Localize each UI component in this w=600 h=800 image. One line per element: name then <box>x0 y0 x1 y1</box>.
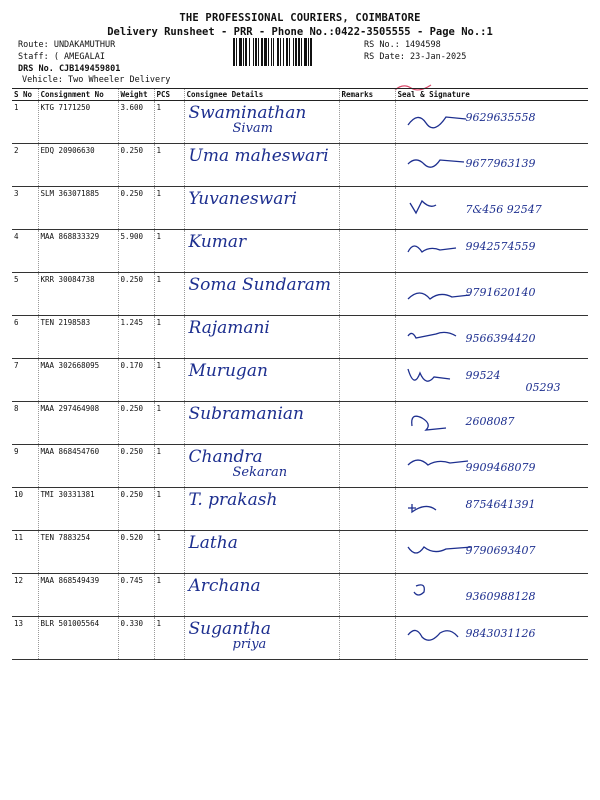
pieces-count: 1 <box>154 402 184 445</box>
barcode-bar <box>245 38 247 66</box>
consignee-name: Murugan <box>188 361 268 381</box>
weight-value: 3.600 <box>118 101 154 144</box>
barcode-bar <box>304 38 307 66</box>
consignee-name: Subramanian <box>188 404 304 424</box>
consignment-number: MAA 868833329 <box>38 230 118 273</box>
consignee-details <box>184 316 339 359</box>
column-header: Consignee Details <box>184 89 339 101</box>
serial-number: 1 <box>12 101 38 144</box>
consignee-name: Sugantha <box>188 619 271 639</box>
serial-number: 11 <box>12 531 38 574</box>
consignee-details <box>184 488 339 531</box>
seal-signature-cell <box>395 101 588 144</box>
pieces-count: 1 <box>154 359 184 402</box>
consignee-name-line2: Sivam <box>232 121 273 136</box>
weight-value: 0.250 <box>118 445 154 488</box>
seal-signature-cell <box>395 402 588 445</box>
weight-value: 0.170 <box>118 359 154 402</box>
phone-number: 99524 <box>465 369 501 382</box>
runsheet-subtitle: Delivery Runsheet - PRR - Phone No.:0422-3505555 - Page No.:1 <box>107 26 493 38</box>
table-row <box>12 144 588 187</box>
remarks-cell <box>339 101 395 144</box>
pieces-count: 1 <box>154 445 184 488</box>
pieces-count: 1 <box>154 316 184 359</box>
barcode-bar <box>249 38 250 66</box>
barcode-bar <box>233 38 235 66</box>
table-row <box>12 488 588 531</box>
remarks-cell <box>339 574 395 617</box>
remarks-cell <box>339 531 395 574</box>
barcode-bar <box>310 38 312 66</box>
consignee-details <box>184 144 339 187</box>
weight-value: 1.245 <box>118 316 154 359</box>
weight-value: 0.745 <box>118 574 154 617</box>
delivery-table <box>12 88 588 660</box>
vehicle-label: Vehicle: Two Wheeler Delivery <box>22 75 171 85</box>
table-row <box>12 187 588 230</box>
barcode-bar <box>258 38 259 66</box>
consignment-number: KRR 30084738 <box>38 273 118 316</box>
weight-value: 5.900 <box>118 230 154 273</box>
remarks-cell <box>339 144 395 187</box>
phone-number: 9566394420 <box>465 332 536 345</box>
phone-number: 9909468079 <box>465 461 536 474</box>
consignee-details <box>184 574 339 617</box>
barcode-bar <box>243 38 244 66</box>
serial-number: 12 <box>12 574 38 617</box>
consignment-number: BLR 501005564 <box>38 617 118 660</box>
barcode-bar <box>308 38 309 66</box>
consignee-details <box>184 531 339 574</box>
consignee-details <box>184 273 339 316</box>
serial-number: 9 <box>12 445 38 488</box>
seal-signature-cell <box>395 359 588 402</box>
serial-number: 3 <box>12 187 38 230</box>
phone-number: 9790693407 <box>465 544 536 557</box>
remarks-cell <box>339 359 395 402</box>
consignee-name: Latha <box>188 533 238 553</box>
serial-number: 4 <box>12 230 38 273</box>
table-row <box>12 617 588 660</box>
remarks-cell <box>339 230 395 273</box>
phone-number: 9942574559 <box>465 240 536 253</box>
barcode-bar <box>277 38 279 66</box>
weight-value: 0.250 <box>118 402 154 445</box>
weight-value: 0.330 <box>118 617 154 660</box>
weight-value: 0.250 <box>118 144 154 187</box>
serial-number: 13 <box>12 617 38 660</box>
seal-signature-cell <box>395 531 588 574</box>
seal-signature-cell <box>395 445 588 488</box>
consignment-number: MAA 868454760 <box>38 445 118 488</box>
pieces-count: 1 <box>154 531 184 574</box>
seal-signature-cell <box>395 574 588 617</box>
phone-number: 9629635558 <box>465 111 536 124</box>
consignee-name: Archana <box>188 576 261 596</box>
barcode-bar <box>253 38 254 66</box>
barcode-bar <box>239 38 242 66</box>
phone-number: 7&456 92547 <box>465 203 542 216</box>
seal-signature-cell <box>395 144 588 187</box>
barcode-bar <box>255 38 257 66</box>
remarks-cell <box>339 488 395 531</box>
barcode-bar <box>301 38 302 66</box>
consignee-name: Rajamani <box>188 318 270 338</box>
table-row <box>12 445 588 488</box>
consignee-details <box>184 445 339 488</box>
weight-value: 0.520 <box>118 531 154 574</box>
remarks-cell <box>339 273 395 316</box>
remarks-cell <box>339 316 395 359</box>
route-label: Route: UNDAKAMUTHUR <box>18 40 116 50</box>
consignee-name-line2: priya <box>232 637 267 652</box>
remarks-cell <box>339 402 395 445</box>
table-header-row <box>12 89 588 101</box>
barcode-icon <box>232 38 360 66</box>
barcode-bar <box>286 38 288 66</box>
table-row <box>12 101 588 144</box>
seal-signature-cell <box>395 617 588 660</box>
weight-value: 0.250 <box>118 488 154 531</box>
table-row <box>12 316 588 359</box>
remarks-cell <box>339 445 395 488</box>
pieces-count: 1 <box>154 488 184 531</box>
consignment-number: MAA 297464908 <box>38 402 118 445</box>
barcode-bar <box>268 38 269 66</box>
consignee-name: Kumar <box>188 232 247 252</box>
phone-number: 9677963139 <box>465 157 536 170</box>
pieces-count: 1 <box>154 101 184 144</box>
phone-number: 9791620140 <box>465 286 536 299</box>
consignee-name: Yuvaneswari <box>188 189 297 209</box>
consignment-number: KTG 7171250 <box>38 101 118 144</box>
table-row <box>12 574 588 617</box>
phone-number: 9843031126 <box>465 627 536 640</box>
consignee-name: Uma maheswari <box>188 146 329 166</box>
pieces-count: 1 <box>154 230 184 273</box>
seal-signature-cell <box>395 187 588 230</box>
seal-signature-cell <box>395 230 588 273</box>
pieces-count: 1 <box>154 144 184 187</box>
consignment-number: TEN 2198583 <box>38 316 118 359</box>
consignee-details <box>184 359 339 402</box>
pieces-count: 1 <box>154 273 184 316</box>
table-row <box>12 359 588 402</box>
column-header: Remarks <box>339 89 395 101</box>
column-header: Weight <box>118 89 154 101</box>
consignee-details <box>184 187 339 230</box>
consignee-name: Swaminathan <box>188 103 307 123</box>
phone-number: 9360988128 <box>465 590 536 603</box>
consignee-details <box>184 230 339 273</box>
consignment-number: MAA 302668095 <box>38 359 118 402</box>
staff-label: Staff: ( AMEGALAI <box>18 52 105 62</box>
table-row <box>12 230 588 273</box>
barcode-bar <box>298 38 300 66</box>
barcode-bar <box>280 38 281 66</box>
weight-value: 0.250 <box>118 187 154 230</box>
phone-number: 2608087 <box>465 415 515 428</box>
barcode-bar <box>295 38 297 66</box>
drs-number: DRS No. CJB149459801 <box>18 64 121 74</box>
pieces-count: 1 <box>154 187 184 230</box>
table-row <box>12 531 588 574</box>
barcode-bar <box>293 38 294 66</box>
remarks-cell <box>339 187 395 230</box>
consignment-number: MAA 868549439 <box>38 574 118 617</box>
consignment-number: EDQ 20906630 <box>38 144 118 187</box>
consignee-details <box>184 101 339 144</box>
consignee-name: Chandra <box>188 447 263 467</box>
consignee-name-line2: Sekaran <box>232 465 288 480</box>
table-body <box>12 101 588 660</box>
serial-number: 7 <box>12 359 38 402</box>
barcode-bar <box>273 38 274 66</box>
serial-number: 2 <box>12 144 38 187</box>
barcode-bar <box>261 38 263 66</box>
company-title: THE PROFESSIONAL COURIERS, COIMBATORE <box>179 12 421 24</box>
remarks-cell <box>339 617 395 660</box>
consignee-details <box>184 617 339 660</box>
barcode-bar <box>236 38 237 66</box>
barcode-bar <box>264 38 267 66</box>
rs-number: RS No.: 1494598 <box>364 40 441 50</box>
consignment-number: TEN 7883254 <box>38 531 118 574</box>
table-row <box>12 402 588 445</box>
serial-number: 6 <box>12 316 38 359</box>
pieces-count: 1 <box>154 574 184 617</box>
consignment-number: SLM 363071885 <box>38 187 118 230</box>
column-header: S No <box>12 89 38 101</box>
phone-number-line2: 05293 <box>525 381 561 394</box>
seal-signature-cell <box>395 316 588 359</box>
serial-number: 8 <box>12 402 38 445</box>
seal-signature-cell <box>395 273 588 316</box>
consignment-number: TMI 30331381 <box>38 488 118 531</box>
column-header: Seal & Signature <box>395 89 588 101</box>
barcode-bar <box>283 38 284 66</box>
consignee-details <box>184 402 339 445</box>
rs-date: RS Date: 23-Jan-2025 <box>364 52 467 62</box>
phone-number: 8754641391 <box>465 498 536 511</box>
barcode-bar <box>271 38 272 66</box>
consignee-name: T. prakash <box>188 490 278 510</box>
consignee-name: Soma Sundaram <box>188 275 331 295</box>
serial-number: 10 <box>12 488 38 531</box>
column-header: PCS <box>154 89 184 101</box>
barcode-bar <box>289 38 290 66</box>
pieces-count: 1 <box>154 617 184 660</box>
weight-value: 0.250 <box>118 273 154 316</box>
serial-number: 5 <box>12 273 38 316</box>
column-header: Consignment No <box>38 89 118 101</box>
seal-signature-cell <box>395 488 588 531</box>
table-row <box>12 273 588 316</box>
